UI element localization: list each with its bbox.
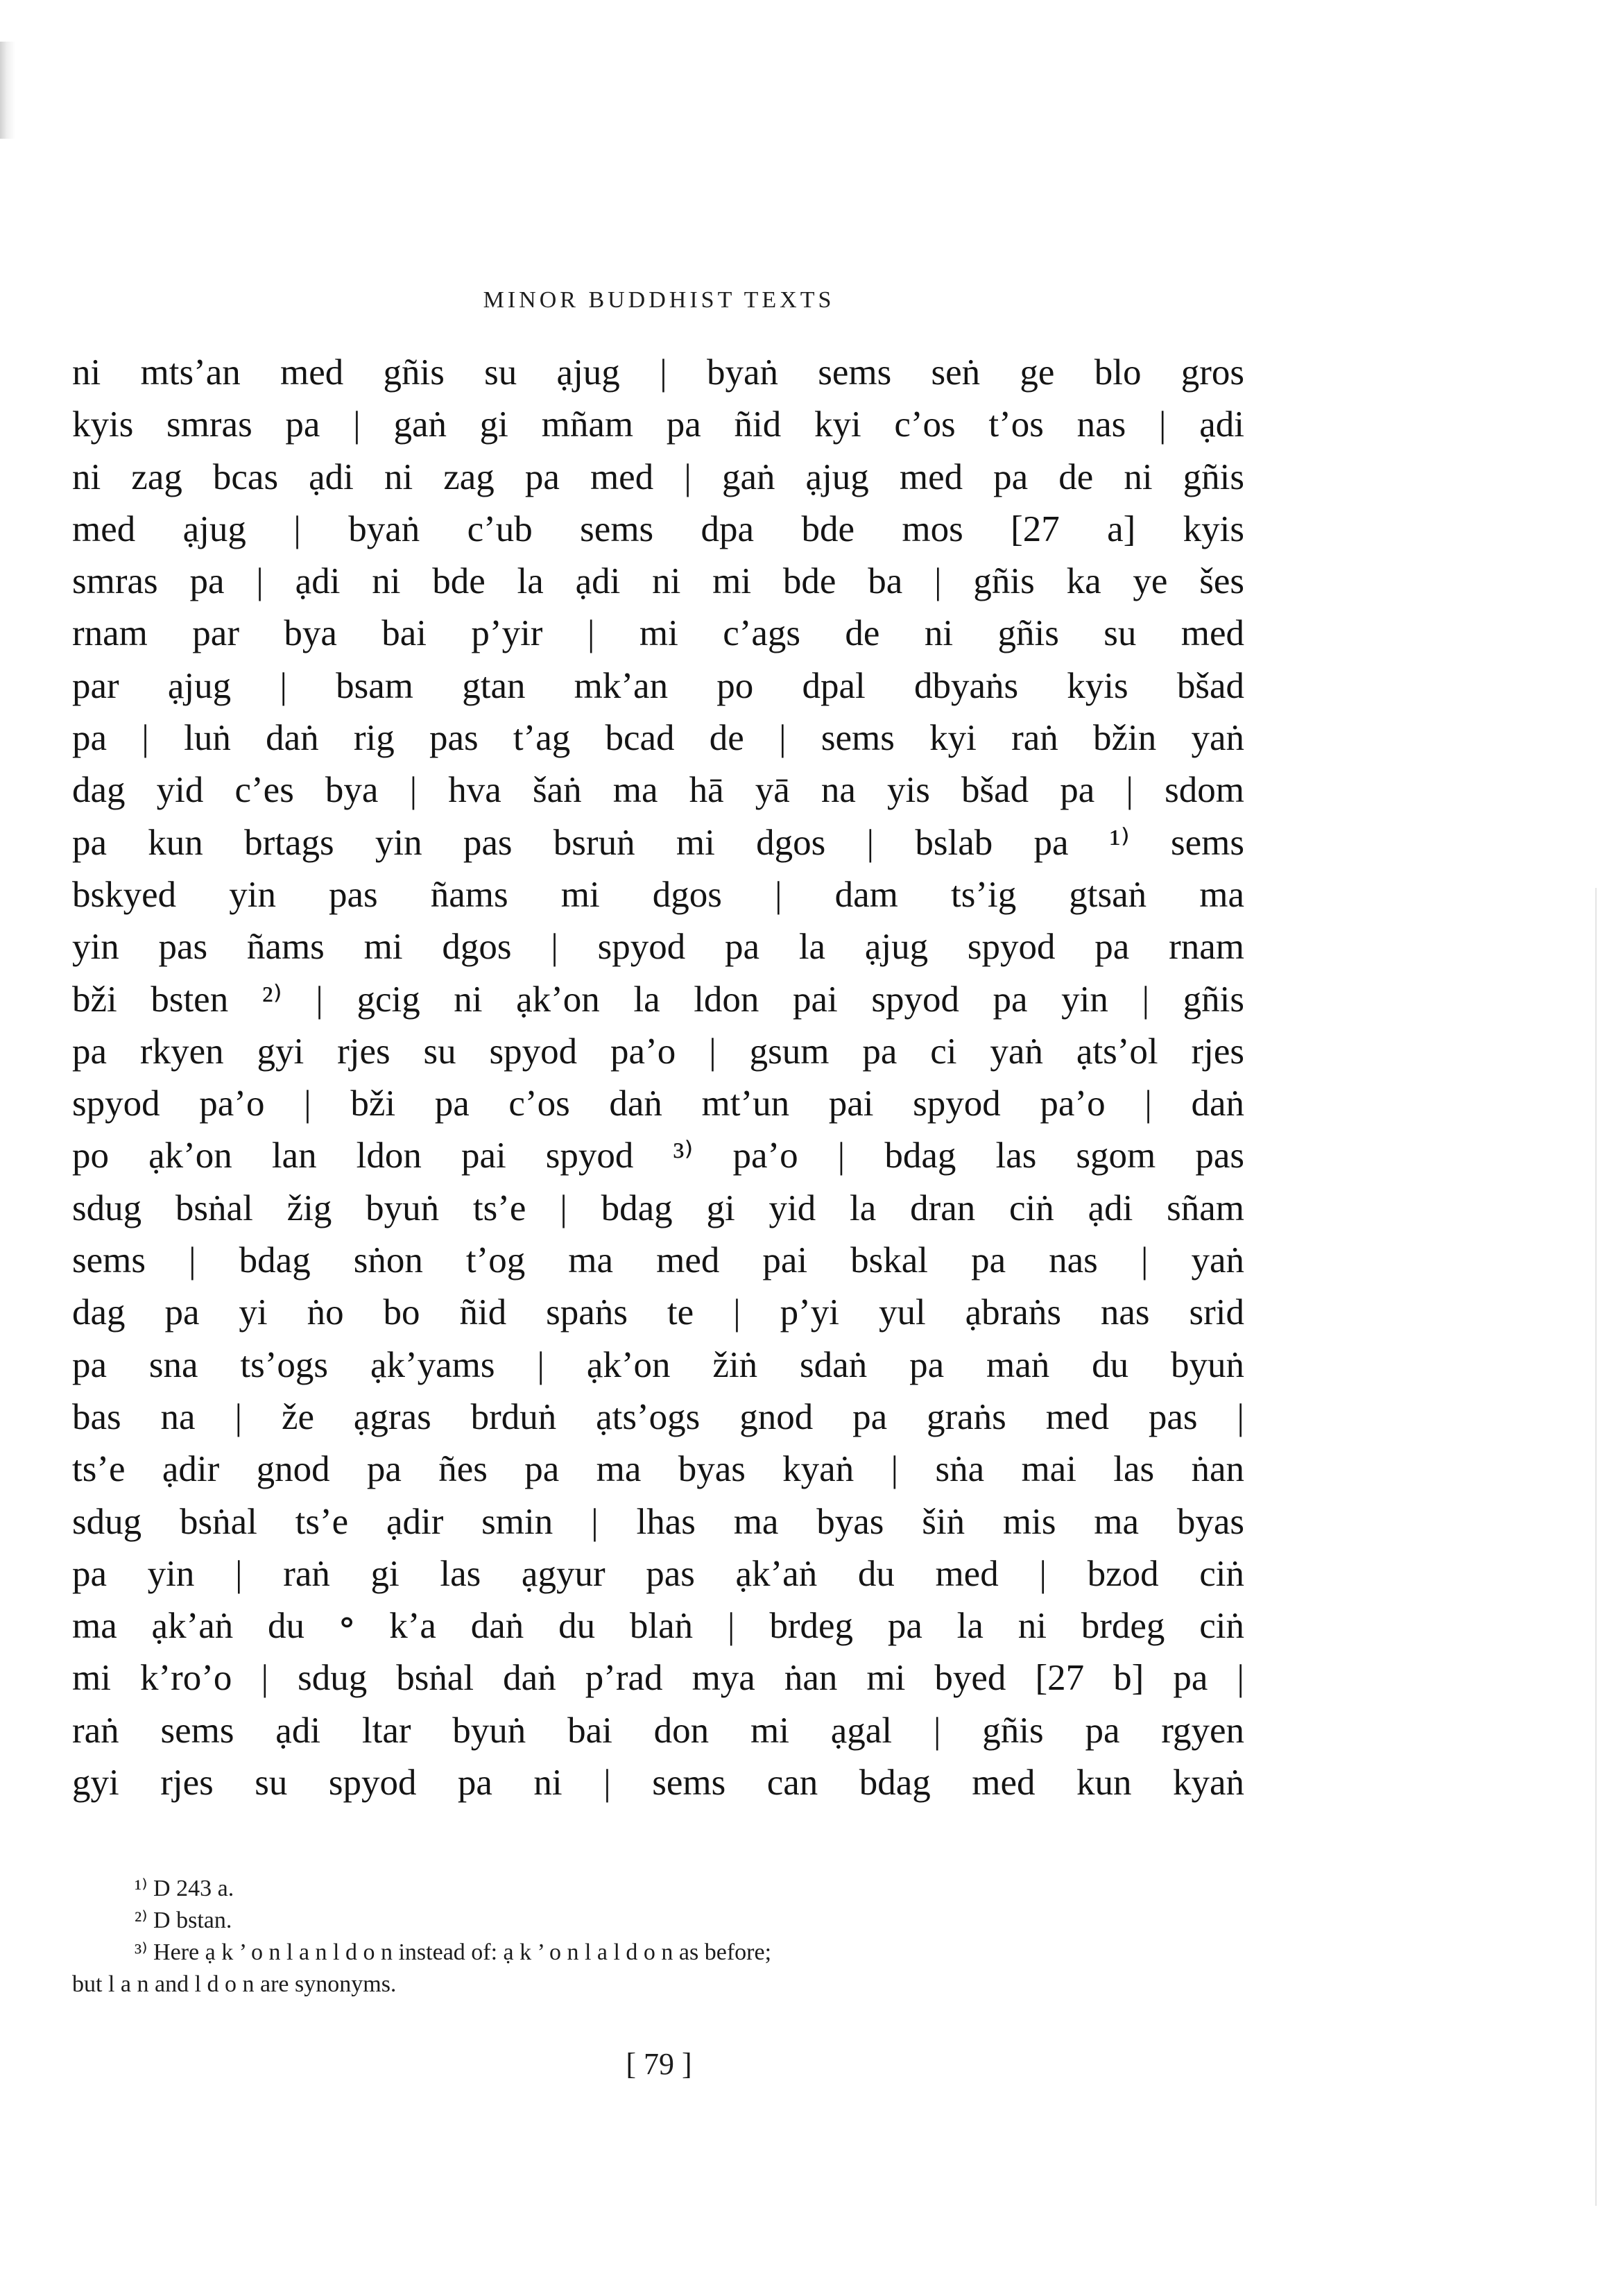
text-line: ma ạk’aṅ du ॰ k’a daṅ du blaṅ | brdeg pa la ni brdeg ciṅ <box>72 1606 1244 1647</box>
text-line: sdug bsṅal žig byuṅ ts’e | bdag gi yid la dran ciṅ ạdi sñam <box>72 1188 1244 1228</box>
running-header: MINOR BUDDHIST TEXTS <box>483 287 835 313</box>
text-line: smras pa | ạdi ni bde la ạdi ni mi bde ba | gñis ka ye šes <box>72 561 1244 602</box>
text-line: pa kun brtags yin pas bsruṅ mi dgos | bslab pa ¹⁾ sems <box>72 822 1244 863</box>
scan-edge-mark <box>0 42 15 139</box>
text-line: sdug bsṅal ts’e ạdir smin | lhas ma byas šiṅ mis ma byas <box>72 1501 1244 1542</box>
text-line: pa rkyen gyi rjes su spyod pa’o | gsum pa ci yaṅ ạts’ol rjes <box>72 1031 1244 1072</box>
text-line: sems | bdag sṅon t’og ma med pai bskal pa nas | yaṅ <box>72 1240 1244 1281</box>
text-line: bži bsten ²⁾ | gcig ni ạk’on la ldon pai spyod pa yin | gñis <box>72 979 1244 1020</box>
text-line: raṅ sems ạdi ltar byuṅ bai don mi ạgal | gñis pa rgyen <box>72 1710 1244 1751</box>
text-line: pa | luṅ daṅ rig pas t’ag bcad de | sems kyi raṅ bžin yaṅ <box>72 718 1244 759</box>
text-line: ts’e ạdir gnod pa ñes pa ma byas kyaṅ | sṅa mai las ṅan <box>72 1449 1244 1490</box>
text-line: po ạk’on lan ldon pai spyod ³⁾ pa’o | bdag las sgom pas <box>72 1136 1244 1176</box>
footnote-1: ¹⁾ D 243 a. <box>135 1876 234 1901</box>
footnote-2: ²⁾ D bstan. <box>135 1908 232 1933</box>
text-line: bas na | že ạgras brduṅ ạts’ogs gnod pa graṅs med pas | <box>72 1396 1244 1437</box>
text-line: bskyed yin pas ñams mi dgos | dam ts’ig gtsaṅ ma <box>72 874 1244 915</box>
footnotes <box>72 1873 1244 2001</box>
text-line: spyod pa’o | bži pa c’os daṅ mt’un pai spyod pa’o | daṅ <box>72 1083 1244 1124</box>
text-line: ni zag bcas ạdi ni zag pa med | gaṅ ạjug med pa de ni gñis <box>72 456 1244 497</box>
text-line: pa yin | raṅ gi las ạgyur pas ạk’aṅ du med | bzod ciṅ <box>72 1553 1244 1594</box>
text-line: med ạjug | byaṅ c’ub sems dpa bde mos [27 a] kyis <box>72 508 1244 549</box>
text-line: rnam par bya bai p’yir | mi c’ags de ni gñis su med <box>72 613 1244 654</box>
text-line: ni mts’an med gñis su ạjug | byaṅ sems seṅ ge blo gros <box>72 352 1244 393</box>
footnote-3-continuation: but l a n and l d o n are synonyms. <box>72 1971 397 1997</box>
text-line: mi k’ro’o | sdug bsṅal daṅ p’rad mya ṅan mi byed [27 b] pa | <box>72 1658 1244 1699</box>
text-line: kyis smras pa | gaṅ gi mñam pa ñid kyi c’os t’os nas | ạdi <box>72 404 1244 445</box>
text-line: gyi rjes su spyod pa ni | sems can bdag med kun kyaṅ <box>72 1763 1244 1804</box>
page-number: [ 79 ] <box>626 2047 692 2081</box>
footnote-3: ³⁾ Here ạ k ’ o n l a n l d o n instead of: ạ k ’ o n l a l d o n as before; <box>135 1939 772 1965</box>
body-text <box>72 347 1244 1809</box>
text-line: pa sna ts’ogs ạk’yams | ạk’on žiṅ sdaṅ pa maṅ du byuṅ <box>72 1344 1244 1385</box>
text-line: dag pa yi ṅo bo ñid spaṅs te | p’yi yul ạbraṅs nas srid <box>72 1292 1244 1333</box>
text-line: yin pas ñams mi dgos | spyod pa la ạjug spyod pa rnam <box>72 927 1244 968</box>
text-line: dag yid c’es bya | hva šaṅ ma hā yā na yis bšad pa | sdom <box>72 770 1244 811</box>
text-line: par ạjug | bsam gtan mk’an po dpal dbyaṅs kyis bšad <box>72 665 1244 706</box>
scan-margin-line <box>1595 888 1597 2206</box>
